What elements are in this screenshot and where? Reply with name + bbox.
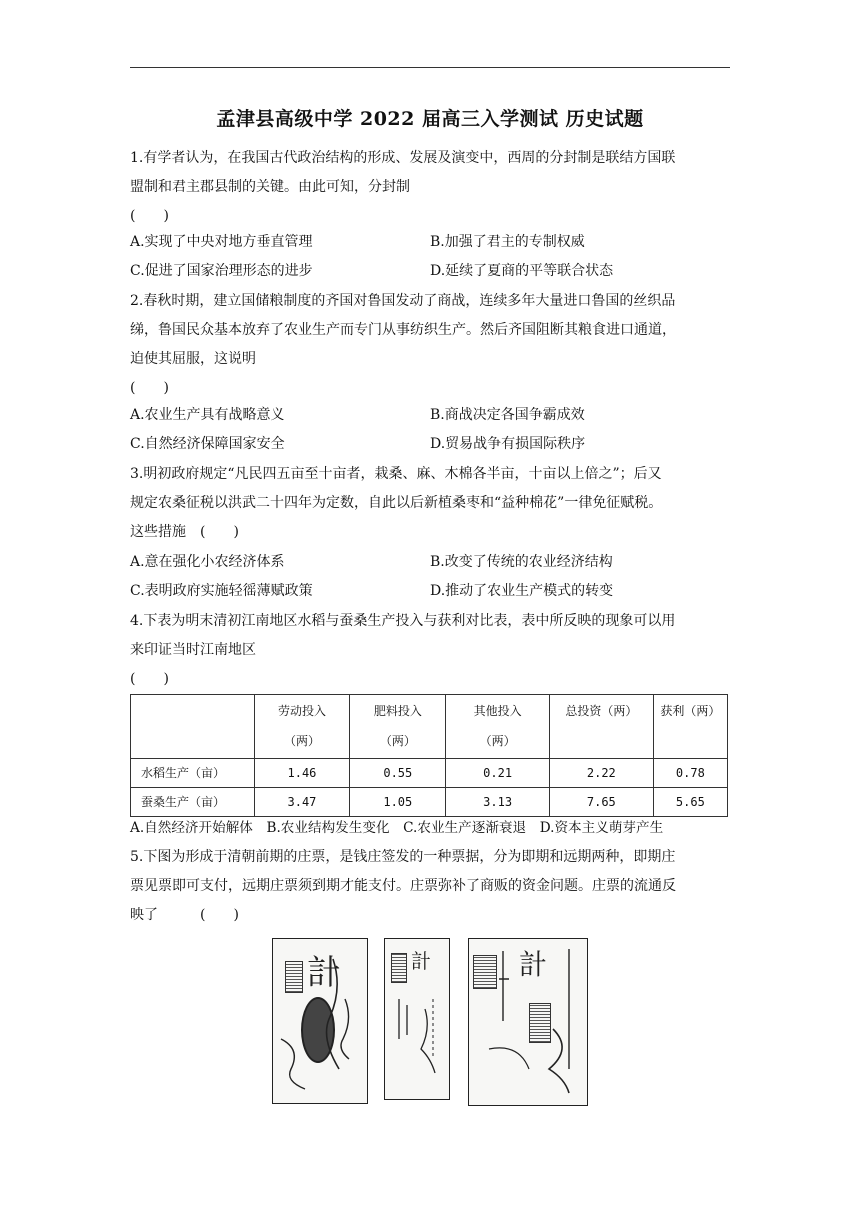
table-cell: 3.47 bbox=[254, 788, 350, 817]
q5-line-2: 票见票即可支付，远期庄票须到期才能支付。庄票弥补了商贩的资金问题。庄票的流通反 bbox=[130, 878, 676, 894]
q3-option-a: A.意在强化小农经济体系 bbox=[130, 554, 285, 570]
q1-line-1: 1.有学者认为，在我国古代政治结构的形成、发展及演变中，西周的分封制是联结方国联 bbox=[130, 150, 676, 166]
table-header-cell: 获利（两） bbox=[653, 695, 727, 759]
table-cell: 5.65 bbox=[653, 788, 727, 817]
table-row bbox=[131, 788, 728, 817]
q1-option-a: A.实现了中央对地方垂直管理 bbox=[130, 234, 313, 250]
q2-option-c: C.自然经济保障国家安全 bbox=[130, 436, 285, 452]
table-cell: 1.46 bbox=[254, 759, 350, 788]
table-cell: 0.21 bbox=[446, 759, 550, 788]
promissory-note-3: 計 bbox=[468, 938, 588, 1106]
table-row-label: 水稻生产（亩） bbox=[131, 759, 255, 788]
q4-line-1: 4.下表为明末清初江南地区水稻与蚕桑生产投入与获利对比表，表中所反映的现象可以用 bbox=[130, 613, 676, 629]
table-header-cell: 总投资（两） bbox=[549, 695, 653, 759]
q3-option-b: B.改变了传统的农业经济结构 bbox=[430, 554, 613, 570]
table-header-row bbox=[131, 695, 728, 759]
promissory-note-2: 計 bbox=[384, 938, 450, 1100]
q1-option-c: C.促进了国家治理形态的进步 bbox=[130, 263, 313, 279]
q2-answer-blank: ( ) bbox=[130, 380, 169, 396]
q2-option-b: B.商战决定各国争霸成效 bbox=[430, 407, 585, 423]
q5-line-1: 5.下图为形成于清朝前期的庄票，是钱庄签发的一种票据，分为即期和远期两种，即期庄 bbox=[130, 849, 676, 865]
q3-option-d: D.推动了农业生产模式的转变 bbox=[430, 583, 614, 599]
q3-line-1: 3.明初政府规定“凡民四五亩至十亩者，栽桑、麻、木棉各半亩，十亩以上倍之”；后又 bbox=[130, 466, 662, 482]
table-header-cell: 其他投入 （两） bbox=[446, 695, 550, 759]
q2-line-1: 2.春秋时期，建立国储粮制度的齐国对鲁国发动了商战，连续多年大量进口鲁国的丝织品 bbox=[130, 293, 676, 309]
q5-line-3: 映了 ( ) bbox=[130, 907, 239, 923]
table-cell: 3.13 bbox=[446, 788, 550, 817]
table-header-corner bbox=[131, 695, 255, 759]
table-header-cell: 肥料投入 （两） bbox=[350, 695, 446, 759]
table-header-cell: 劳动投入 （两） bbox=[254, 695, 350, 759]
table-cell: 2.22 bbox=[549, 759, 653, 788]
table-cell: 0.78 bbox=[653, 759, 727, 788]
q1-option-d: D.延续了夏商的平等联合状态 bbox=[430, 263, 614, 279]
q3-line-3: 这些措施 ( ) bbox=[130, 524, 239, 540]
q4-answer-blank: ( ) bbox=[130, 671, 169, 687]
q2-line-3: 迫使其屈服，这说明 bbox=[130, 351, 256, 367]
table-cell: 7.65 bbox=[549, 788, 653, 817]
table-cell: 1.05 bbox=[350, 788, 446, 817]
q4-options: A.自然经济开始解体 B.农业结构发生变化 C.农业生产逐渐衰退 D.资本主义萌芽产生 bbox=[130, 820, 664, 836]
q2-option-d: D.贸易战争有损国际秩序 bbox=[430, 436, 586, 452]
table-row-label: 蚕桑生产（亩） bbox=[131, 788, 255, 817]
q3-line-2: 规定农桑征税以洪武二十四年为定数，自此以后新植桑枣和“益种棉花”一律免征赋税。 bbox=[130, 495, 663, 511]
table-cell: 0.55 bbox=[350, 759, 446, 788]
q2-line-2: 绨，鲁国民众基本放弃了农业生产而专门从事纺织生产。然后齐国阻断其粮食进口通道， bbox=[130, 322, 676, 338]
q4-line-2: 来印证当时江南地区 bbox=[130, 642, 256, 658]
comparison-table bbox=[130, 694, 728, 817]
q3-option-c: C.表明政府实施轻徭薄赋政策 bbox=[130, 583, 313, 599]
promissory-notes-image bbox=[272, 938, 588, 1104]
q2-option-a: A.农业生产具有战略意义 bbox=[130, 407, 285, 423]
header-rule bbox=[130, 67, 730, 68]
exam-title: 孟津县高级中学 2022 届高三入学测试 历史试题 bbox=[216, 108, 644, 130]
q1-option-b: B.加强了君主的专制权威 bbox=[430, 234, 585, 250]
q1-answer-blank: ( ) bbox=[130, 208, 169, 224]
table-row bbox=[131, 759, 728, 788]
q1-line-2: 盟制和君主郡县制的关键。由此可知，分封制 bbox=[130, 179, 410, 195]
promissory-note-1: 計 bbox=[272, 938, 368, 1104]
